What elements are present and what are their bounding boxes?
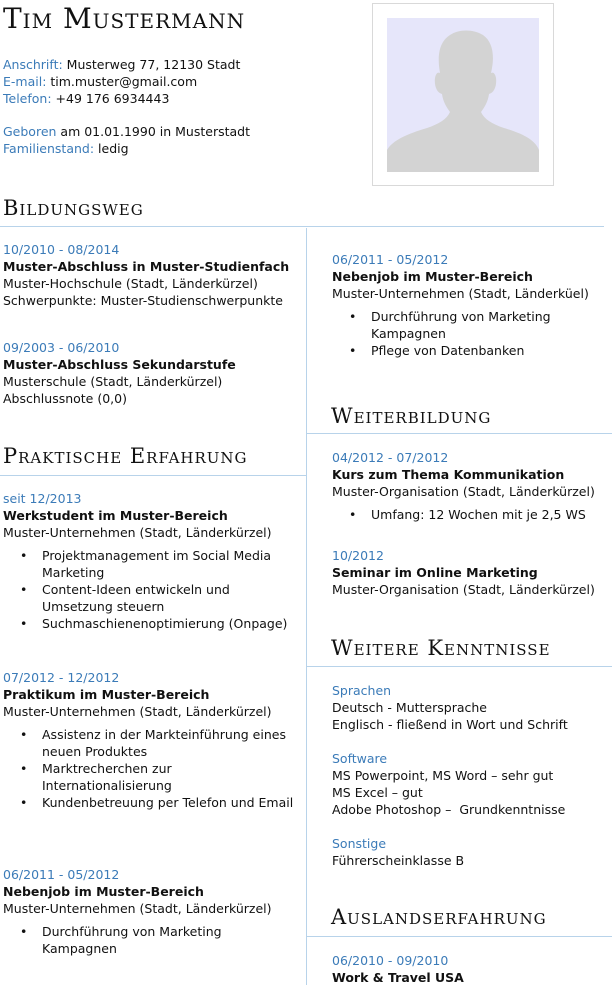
training-date: 04/2012 - 07/2012	[332, 450, 449, 465]
address-row	[3, 56, 363, 73]
experience-date: seit 12/2013	[3, 491, 82, 506]
email-value[interactable]: tim.muster@gmail.com	[46, 74, 198, 89]
job-org: Muster-Unternehmen (Stadt, Länderküel)	[332, 286, 589, 301]
experience-heading: Praktische Erfahrung	[3, 444, 248, 468]
skills-divider	[306, 666, 612, 667]
profile-photo-frame	[372, 3, 554, 186]
skills-group-software	[332, 750, 608, 818]
experience-title: Praktikum im Muster-Bereich	[3, 687, 210, 702]
marital-row	[3, 140, 363, 157]
bullet-item: • Assistenz in der Markteinführung eines neuen Produktes	[42, 726, 299, 760]
experience-item-1	[3, 490, 299, 632]
bullet-item: • Projektmanagement im Social Media Marketing	[42, 547, 299, 581]
bullet-item: • Durchführung von Marketing Kampagnen	[371, 308, 608, 342]
experience-item-3	[3, 866, 299, 957]
training-date: 10/2012	[332, 548, 384, 563]
experience-org: Muster-Unternehmen (Stadt, Länderkürzel)	[3, 901, 272, 916]
skills-line: Führerscheinklasse B	[332, 853, 465, 868]
training-title: Seminar im Online Marketing	[332, 565, 538, 580]
experience-bullets	[3, 726, 299, 811]
bullet-item: • Content-Ideen entwickeln und Umsetzung steuern	[42, 581, 299, 615]
cv-name: Tim Mustermann	[3, 2, 246, 35]
born-row	[3, 123, 363, 140]
experience-date: 07/2012 - 12/2012	[3, 670, 120, 685]
phone-value: +49 176 6934443	[51, 91, 170, 106]
skills-line: Deutsch - Muttersprache	[332, 700, 487, 715]
marital-value: ledig	[94, 141, 129, 156]
training-item-2	[332, 547, 608, 598]
job-bullets	[332, 308, 608, 359]
training-item-1	[332, 449, 608, 523]
skills-group-languages	[332, 682, 608, 733]
education-line: Schwerpunkte: Muster-Studienschwerpunkte	[3, 293, 283, 308]
education-item-2	[3, 339, 299, 407]
abroad-title: Work & Travel USA	[332, 970, 464, 985]
education-line: Musterschule (Stadt, Länderkürzel)	[3, 374, 223, 389]
skills-label: Sonstige	[332, 836, 387, 851]
contact-info	[3, 56, 363, 157]
born-label: Geboren	[3, 124, 57, 139]
education-title: Muster-Abschluss in Muster-Studienfach	[3, 259, 290, 274]
address-value: Musterweg 77, 12130 Stadt	[62, 57, 241, 72]
right-job-item	[332, 251, 608, 359]
experience-title: Werkstudent im Muster-Bereich	[3, 508, 228, 523]
marital-label: Familienstand:	[3, 141, 95, 156]
person-silhouette-icon	[387, 18, 539, 172]
bullet-item: • Kundenbetreuung per Telefon und Email	[42, 794, 299, 811]
born-value: am 01.01.1990 in Musterstadt	[56, 124, 250, 139]
training-org: Muster-Organisation (Stadt, Länderkürzel)	[332, 484, 595, 499]
email-row	[3, 73, 363, 90]
education-date: 09/2003 - 06/2010	[3, 340, 120, 355]
training-divider	[306, 433, 612, 434]
education-line: Abschlussnote (0,0)	[3, 391, 127, 406]
skills-group-other	[332, 835, 608, 869]
experience-org: Muster-Unternehmen (Stadt, Länderkürzel)	[3, 525, 272, 540]
education-item-1	[3, 241, 299, 309]
bullet-item: • Suchmaschienenoptimierung (Onpage)	[42, 615, 299, 632]
email-label: E-mail:	[3, 74, 47, 89]
training-heading: Weiterbildung	[331, 404, 492, 428]
phone-label: Telefon:	[3, 91, 52, 106]
education-heading: Bildungsweg	[3, 196, 144, 220]
training-bullets	[332, 506, 608, 523]
training-org: Muster-Organisation (Stadt, Länderkürzel)	[332, 582, 595, 597]
skills-label: Sprachen	[332, 683, 392, 698]
abroad-date: 06/2010 - 09/2010	[332, 953, 449, 968]
education-line: Muster-Hochschule (Stadt, Länderkürzel)	[3, 276, 258, 291]
skills-line: Adobe Photoshop – Grundkenntnisse	[332, 802, 566, 817]
abroad-divider	[306, 936, 612, 937]
experience-bullets	[3, 923, 299, 957]
education-title: Muster-Abschluss Sekundarstufe	[3, 357, 236, 372]
skills-label: Software	[332, 751, 388, 766]
skills-line: Englisch - fließend in Wort und Schrift	[332, 717, 568, 732]
phone-row	[3, 90, 363, 107]
experience-item-2	[3, 669, 299, 811]
bullet-item: • Marktrecherchen zur Internationalisierung	[42, 760, 299, 794]
address-label: Anschrift:	[3, 57, 63, 72]
education-divider	[0, 226, 604, 227]
skills-line: MS Excel – gut	[332, 785, 423, 800]
skills-line: MS Powerpoint, MS Word – sehr gut	[332, 768, 554, 783]
experience-org: Muster-Unternehmen (Stadt, Länderkürzel)	[3, 704, 272, 719]
skills-heading: Weitere Kenntnisse	[331, 636, 551, 660]
abroad-item-1	[332, 952, 608, 986]
bullet-item: • Umfang: 12 Wochen mit je 2,5 WS	[371, 506, 608, 523]
bullet-item: • Pflege von Datenbanken	[371, 342, 608, 359]
experience-bullets	[3, 547, 299, 632]
column-divider	[306, 228, 307, 985]
abroad-heading: Auslandserfahrung	[331, 905, 547, 929]
experience-divider	[0, 475, 306, 476]
experience-title: Nebenjob im Muster-Bereich	[3, 884, 204, 899]
experience-date: 06/2011 - 05/2012	[3, 867, 120, 882]
bullet-item: • Durchführung von Marketing Kampagnen	[42, 923, 299, 957]
job-date: 06/2011 - 05/2012	[332, 252, 449, 267]
training-title: Kurs zum Thema Kommunikation	[332, 467, 565, 482]
education-date: 10/2010 - 08/2014	[3, 242, 120, 257]
job-title: Nebenjob im Muster-Bereich	[332, 269, 533, 284]
